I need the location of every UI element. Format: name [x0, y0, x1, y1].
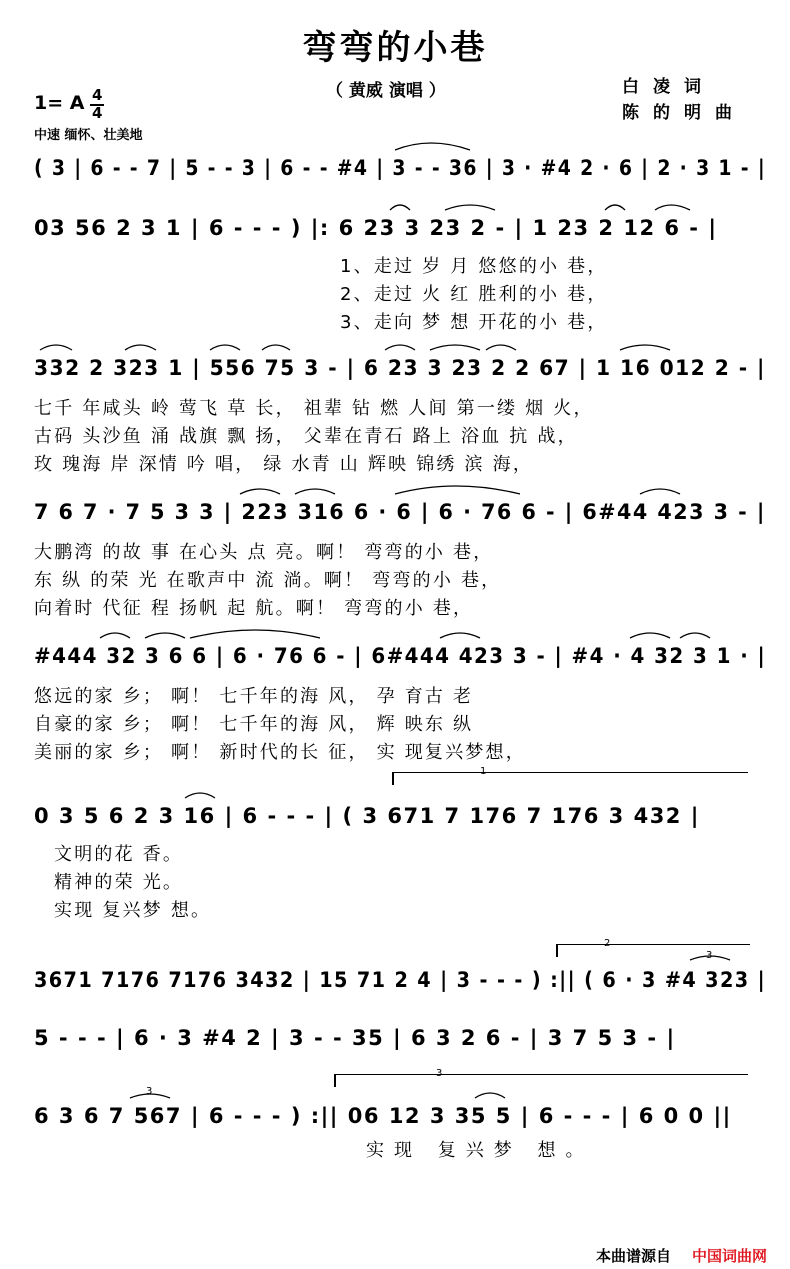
lyric-row-2-v3: 3、走向 梦 想 开花的小 巷，	[340, 312, 608, 333]
notation-row-8: 5 - - - | 6 · 3 #4 2 | 3 - - 35 | 6 3 2 6 - | 3 7 5 3 - |	[34, 1026, 676, 1050]
slur	[630, 633, 670, 638]
lyric-row-2-v2: 2、走过 火 红 胜利的小 巷，	[340, 284, 608, 305]
key-signature: 1= A	[34, 92, 85, 114]
notation-row-3: 332 2 323 1 | 556 75 3 - | 6 23 3 23 2 2 67 | 1 16 012 2 - |	[34, 356, 766, 380]
slur	[430, 345, 480, 350]
footer-source: 本曲谱源自	[596, 1247, 672, 1265]
footer-site-link[interactable]: 中国词曲网	[692, 1247, 768, 1265]
notation-row-7: 3671 7176 7176 3432 | 15 71 2 4 | 3 - - - ) :|| ( 6 · 3 #4 323 |	[34, 968, 766, 992]
composer-credit: 陈的明曲	[622, 103, 746, 123]
lyric-row-3-v2: 古码 头沙鱼 涌 战旗 飘 扬， 父辈在青石 路上 浴血 抗 战，	[34, 426, 578, 447]
volta-bracket-3	[334, 1074, 748, 1075]
notation-row-4: 7 6 7 · 7 5 3 3 | 223 316 6 · 6 | 6 · 76 6 - | 6#44 423 3 - |	[34, 500, 766, 524]
lyric-row-5-v2: 自豪的家 乡； 啊！ 七千年的海 风， 辉 映东 纵	[34, 714, 474, 735]
slur	[145, 633, 185, 638]
triplet-mark-1: 3	[706, 950, 713, 961]
lyric-row-3-v1: 七千 年咸头 岭 莺飞 草 长， 祖辈 钻 燃 人间 第一缕 烟 火，	[34, 398, 594, 419]
lyric-row-4-v3: 向着时 代征 程 扬帆 起 航。啊！ 弯弯的小 巷，	[34, 598, 474, 619]
slur	[445, 205, 495, 210]
slur	[262, 345, 290, 350]
time-sig-bottom: 4	[92, 104, 103, 122]
slur	[395, 486, 520, 494]
slur	[210, 345, 240, 350]
lyric-row-2-v1: 1、走过 岁 月 悠悠的小 巷，	[340, 256, 608, 277]
slur	[605, 205, 625, 210]
lyric-row-9-v1: 实现 复兴梦 想。	[366, 1140, 594, 1161]
volta-number-3: 3	[436, 1068, 443, 1079]
song-title: 弯弯的小巷	[302, 28, 488, 68]
slur	[100, 633, 130, 638]
notation-row-5: #444 32 3 6 6 | 6 · 76 6 - | 6#444 423 3 - | #4 · 4 32 3 1 · |	[34, 644, 767, 668]
slur	[440, 633, 480, 638]
slur	[475, 1093, 505, 1098]
volta-bracket-1	[392, 772, 748, 773]
lyric-row-6-v1: 文明的花 香。	[54, 844, 184, 865]
slur	[240, 489, 280, 494]
slur	[680, 633, 710, 638]
lyric-row-6-v2: 精神的荣 光。	[54, 872, 184, 893]
lyric-row-5-v3: 美丽的家 乡； 啊！ 新时代的长 征， 实 现复兴梦想，	[34, 742, 526, 763]
notation-row-6: 0 3 5 6 2 3 16 | 6 - - - | ( 3 671 7 176 7 176 3 432 |	[34, 804, 700, 828]
tempo-marking: 中速 缅怀、壮美地	[34, 128, 143, 143]
slur	[640, 489, 680, 494]
slur	[390, 205, 410, 210]
notation-row-1: ( 3 | 6 - - 7 | 5 - - 3 | 6 - - #4 | 3 - - 36 | 3 · #4 2 · 6 | 2 · 3 1 - |	[34, 156, 767, 180]
volta-number-2: 2	[604, 938, 611, 949]
volta-bracket-2	[556, 944, 750, 945]
volta-number-1: 1	[480, 766, 487, 777]
lyric-row-4-v1: 大鹏湾 的故 事 在心头 点 亮。啊！ 弯弯的小 巷，	[34, 542, 494, 563]
slur	[40, 345, 72, 350]
slur	[655, 205, 690, 210]
slur	[125, 345, 156, 350]
lyric-row-4-v2: 东 纵 的荣 光 在歌声中 流 淌。啊！ 弯弯的小 巷，	[34, 570, 502, 591]
slur	[385, 345, 415, 350]
slur	[620, 345, 670, 350]
triplet-mark-2: 3	[146, 1086, 153, 1097]
lyric-row-3-v3: 玫 瑰海 岸 深情 吟 唱， 绿 水青 山 辉映 锦绣 滨 海，	[34, 454, 534, 475]
slur	[395, 143, 470, 150]
lyricist-credit: 白凌词	[622, 77, 715, 97]
slur	[185, 793, 215, 798]
singer-credit: （ 黄威 演唱 ）	[326, 81, 446, 101]
lyric-row-5-v1: 悠远的家 乡； 啊！ 七千年的海 风， 孕 育古 老	[34, 686, 474, 707]
slur	[295, 489, 335, 494]
slur	[190, 630, 320, 638]
slur	[486, 345, 516, 350]
lyric-row-6-v3: 实现 复兴梦 想。	[54, 900, 212, 921]
notation-row-2: 03 56 2 3 1 | 6 - - - ) |: 6 23 3 23 2 - | 1 23 2 12 6 - |	[34, 216, 718, 240]
notation-row-9: 6 3 6 7 567 | 6 - - - ) :|| 06 12 3 35 5 | 6 - - - | 6 0 0 ||	[34, 1104, 732, 1128]
time-sig-top: 4	[92, 86, 103, 104]
